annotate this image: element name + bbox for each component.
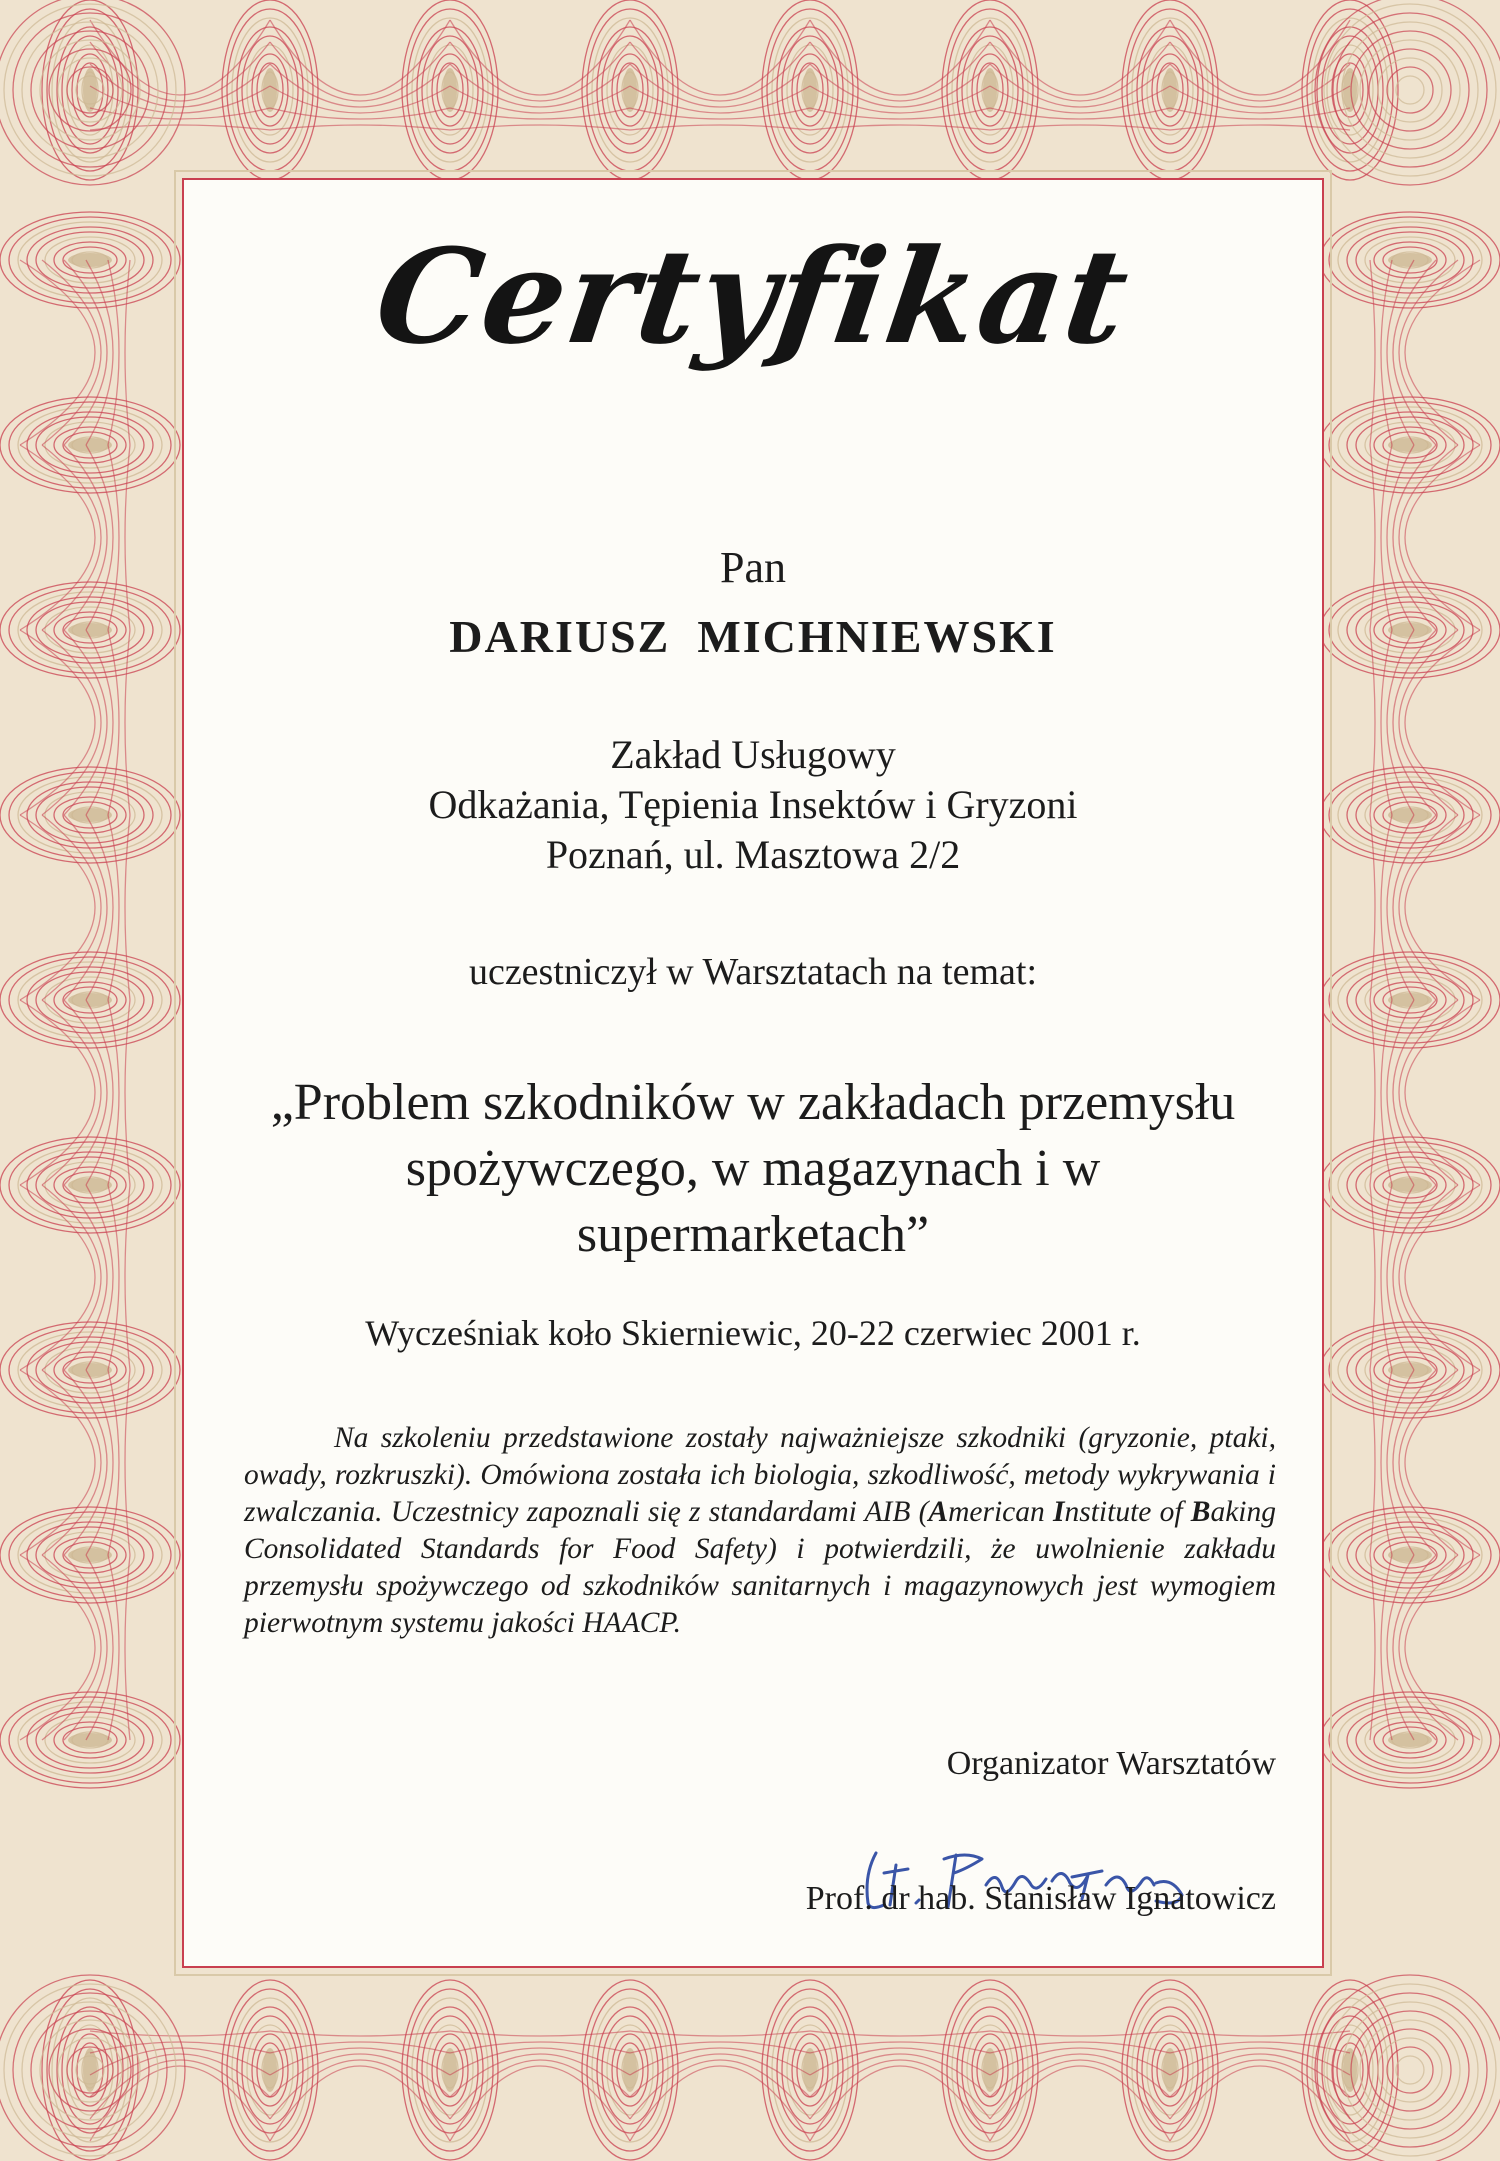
description-text-1: Na szkoleniu przedstawione zostały najważniejsze szkodniki (gryzonie, ptaki, owady, rozkruszki). Omówiona została ich biologia, szkodliwość, metody wykrywania i zwalczania. Uczestnicy zapoznali się z standardami AIB ( [244, 1422, 1276, 1528]
topic-line-1: „Problem szkodników w zakładach przemysłu [270, 1074, 1236, 1131]
workshop-topic [184, 1070, 1322, 1268]
company-line-2: Odkażania, Tępienia Insektów i Gryzoni [428, 782, 1078, 827]
recipient-name: DARIUSZ MICHNIEWSKI [449, 611, 1057, 662]
organizer-role: Organizator Warsztatów [946, 1745, 1276, 1782]
venue-date: Wycześniak koło Skierniewic, 20-22 czerwiec 2001 r. [365, 1313, 1141, 1353]
description-bold-i: I [1053, 1496, 1065, 1528]
organizer-name: Prof. dr hab. Stanisław Ignatowicz [805, 1880, 1276, 1917]
topic-line-2: spożywczego, w magazynach i w [405, 1140, 1101, 1197]
salutation: Pan [720, 543, 786, 592]
description-bold-b: B [1190, 1496, 1211, 1528]
description-bold-a: A [928, 1496, 949, 1528]
certificate-title: Certyfikat [367, 220, 1139, 373]
certificate-panel [182, 178, 1324, 1968]
description-paragraph [244, 1420, 1276, 1642]
company-line-1: Zakład Usługowy [610, 732, 896, 777]
description-text-3: nstitute of [1064, 1496, 1191, 1528]
description-text-2: merican [948, 1496, 1054, 1528]
company-block [184, 730, 1322, 880]
topic-line-3: supermarketach” [576, 1206, 930, 1263]
company-line-3: Poznań, ul. Masztowa 2/2 [545, 832, 961, 877]
description-text-4: aking Consolidated Standards for Food Safety) i potwierdzili, że uwolnienie zakładu przemysłu spożywczego od szkodników sanitarnych i magazynowych jest wymogiem pierwotnym systemu jakości HAACP. [244, 1496, 1276, 1639]
participation-text: uczestniczył w Warsztatach na temat: [468, 951, 1038, 993]
